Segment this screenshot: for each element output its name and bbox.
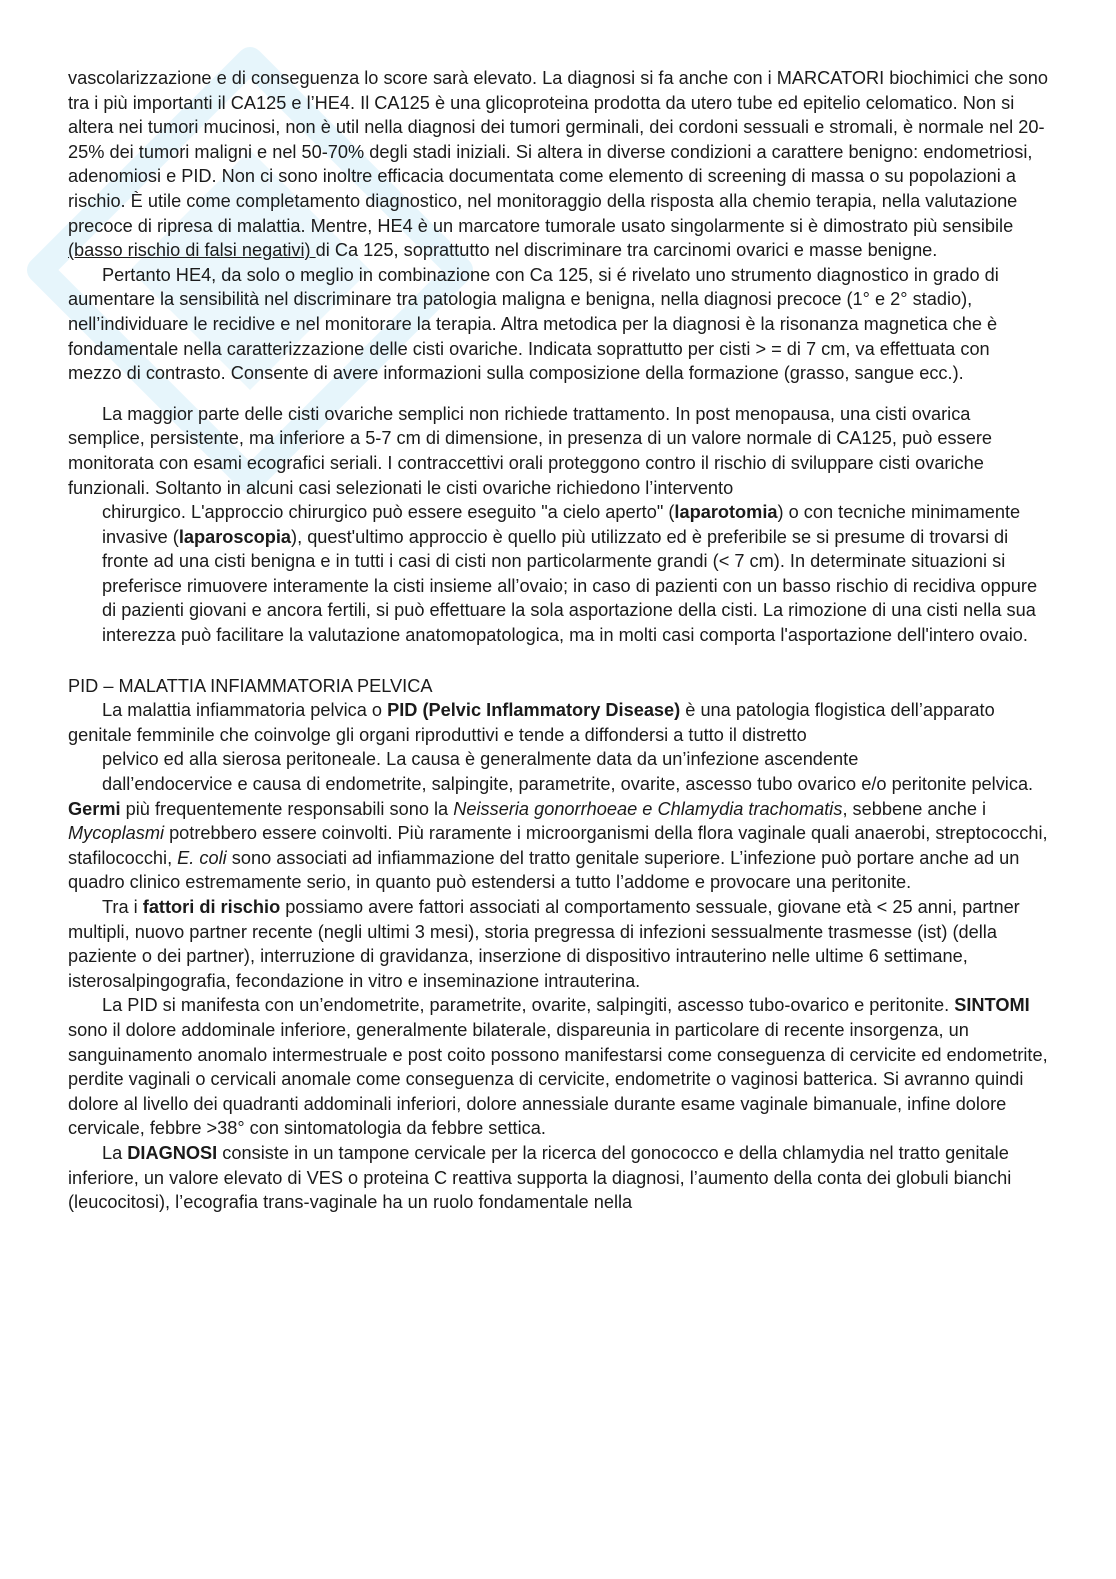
text-run: chirurgico. L'approccio chirurgico può essere eseguito "a cielo aperto" ( xyxy=(102,502,675,523)
bold-term-laparoscopia: laparoscopia xyxy=(178,526,292,547)
paragraph-symptoms xyxy=(68,993,1048,1141)
bold-term-laparotomia: laparotomia xyxy=(674,502,778,523)
paragraph-he4: Pertanto HE4, da solo o meglio in combinazione con Ca 125, si é rivelato uno strumento diagnostico in grado di aumentare la sensibilità nel discriminare tra patologia maligna e benigna, nella diagnosi precoce (1° e 2° stadio), nell’individuare le recidive e nel monitorare la terapia. Altra metodica per la diagnosi è la risonanza magnetica che è fondamentale nella caratterizzazione delle cisti ovariche. Indicata soprattutto per cisti > = di 7 cm, va effettuata con mezzo di contrasto. Consente di avere informazioni sulla composizione della formazione (grasso, sangue ecc.). xyxy=(68,264,999,384)
text-run: di Ca 125, soprattutto nel discriminare tra carcinomi ovarici e masse benigne. xyxy=(315,240,938,261)
document-page xyxy=(68,66,1048,1215)
paragraph-pid-definition xyxy=(68,698,1048,747)
paragraph-pid-germs xyxy=(68,772,1048,895)
underlined-text: (basso rischio di falsi negativi) xyxy=(68,240,316,261)
italic-species: Neisseria gonorrhoeae e Chlamydia trachomatis xyxy=(453,798,843,819)
text-run: possiamo avere fattori associati al comportamento sessuale, giovane età < 25 anni, partner multipli, nuovo partner recente (negli ultimi 3 mesi), storia pregressa di infezioni sessualmente trasmesse (ist) (della paziente o dei partner), interruzione di gravidanza, inserzione di dispositivo intrauterino nelle ultime 6 settimane, isterosalpingografia, fecondazione in vitro e inseminazione intrauterina. xyxy=(68,897,1020,991)
text-run: sono associati ad infiammazione del tratto genitale superiore. L’infezione può portare anche ad un quadro clinico estremamente serio, in quanto può estendersi a tutto l’addome e provocare una peritonite. xyxy=(68,847,1020,893)
text-run: consiste in un tampone cervicale per la ricerca del gonococco e della chlamydia nel tratto genitale inferiore, un valore elevato di VES o proteina C reattiva supporta la diagnosi, l’aumento della conta dei globuli bianchi (leucocitosi), l’ecografia trans-vaginale ha un ruolo fondamentale nella xyxy=(68,1142,1012,1213)
text-run: vascolarizzazione e di conseguenza lo score sarà elevato. La diagnosi si fa anche con i MARCATORI biochimici che sono tra i più importanti il CA125 e l’HE4. Il CA125 è una glicoproteina prodotta da utero tube ed epitelio celomatico. Non si altera nei tumori mucinosi, non è util nella diagnosi dei tumori germinali, dei cordoni sessuali e stromali, è normale nel 20-25% dei tumori maligni e nel 50-70% degli stadi iniziali. Si altera in diverse condizioni a carattere benigno: endometriosi, adenomiosi e PID. Non ci sono inoltre efficacia documentata come elemento di screening di massa o su popolazioni a rischio. È utile come completamento diagnostico, nel monitoraggio della risposta alla chemio terapia, nella valutazione precoce di ripresa di malattia. Mentre, HE4 è un marcatore tumorale usato singolarmente si è dimostrato più sensibile xyxy=(68,68,1048,236)
text-run: sono il dolore addominale inferiore, generalmente bilaterale, dispareunia in particolare di recente insorgenza, un sanguinamento anomalo intermestruale e post coito possono manifestarsi come conseguenza di cervicite ed endometrite, perdite vaginali o cervicali anomale come conseguenza di cervicite, endometrite o vaginosi batterica. Si avranno quindi dolore al livello dei quadranti addominali inferiori, dolore annessiale durante esame vaginale bimanuale, infine dolore cervicale, febbre >38° con sintomatologia da febbre settica. xyxy=(68,1019,1048,1139)
text-run: potrebbero essere coinvolti. Più raramente i microorganismi della flora vaginale quali anaerobi, streptococchi, stafilococchi, xyxy=(68,823,1048,868)
bold-term-germi: Germi xyxy=(68,798,121,819)
text-run: è una patologia flogistica dell’apparato genitale femminile che coinvolge gli organi riproduttivi e tende a diffondersi a tutto il distretto xyxy=(68,700,995,745)
italic-mycoplasmi: Mycoplasmi xyxy=(68,823,165,844)
text-run: La xyxy=(102,1142,128,1163)
paragraph-markers xyxy=(68,66,1048,263)
text-run: La malattia infiammatoria pelvica o xyxy=(102,700,388,721)
paragraph-treatment: La maggior parte delle cisti ovariche semplici non richiede trattamento. In post menopausa, una cisti ovarica semplice, persistente, ma inferiore a 5-7 cm di dimensione, in presenza di un valore normale di CA125, può essere monitorata con esami ecografici seriali. I contraccettivi orali proteggono contro il rischio di sviluppare cisti ovariche funzionali. Soltanto in alcuni casi selezionati le cisti ovariche richiedono l’intervento xyxy=(68,403,992,498)
italic-ecoli: E. coli xyxy=(177,847,227,868)
bold-term-sintomi: SINTOMI xyxy=(954,995,1030,1016)
paragraph-risk-factors xyxy=(68,895,1048,993)
text-run: più frequentemente responsabili sono la xyxy=(120,798,454,819)
bold-term-diagnosi: DIAGNOSI xyxy=(127,1142,218,1163)
bold-term-pid: PID (Pelvic Inflammatory Disease) xyxy=(387,700,681,721)
text-run: ) o con tecniche minimamente invasive ( xyxy=(102,502,1021,547)
text-run: ), quest'ultimo approccio è quello più utilizzato ed è preferibile se si presume di trovarsi di fronte ad una cisti benigna e in tutti i casi di cisti non particolarmente grandi (< 7 cm). In determinate situazioni si preferisce rimuovere interamente la cisti insieme all’ovaio; in caso di pazienti con un basso rischio di recidiva oppure di pazienti giovani e ancora fertili, si può effettuare la sola asportazione della cisti. La rimozione di una cisti nella sua interezza può facilitare la valutazione anatomopatologica, ma in molti casi comporta l'asportazione dell'intero ovaio. xyxy=(102,526,1038,646)
text-run: Tra i xyxy=(102,897,143,917)
bold-term-fattori-rischio: fattori di rischio xyxy=(142,897,281,917)
paragraph-diagnosis xyxy=(68,1141,1048,1215)
section-heading-pid: PID – MALATTIA INFIAMMATORIA PELVICA xyxy=(68,675,433,696)
text-run: La PID si manifesta con un’endometrite, parametrite, ovarite, salpingiti, ascesso tubo-ovarico e peritonite. xyxy=(102,995,955,1016)
text-run: dall’endocervice e causa di endometrite, salpingite, parametrite, ovarite, ascesso tubo ovarico e/o peritonite pelvica. xyxy=(102,774,1034,795)
paragraph-pid-cause: pelvico ed alla sierosa peritoneale. La causa è generalmente data da un’infezione ascendente xyxy=(102,749,859,770)
text-run: , sebbene anche i xyxy=(842,798,987,819)
paragraph-surgery xyxy=(68,500,1048,648)
